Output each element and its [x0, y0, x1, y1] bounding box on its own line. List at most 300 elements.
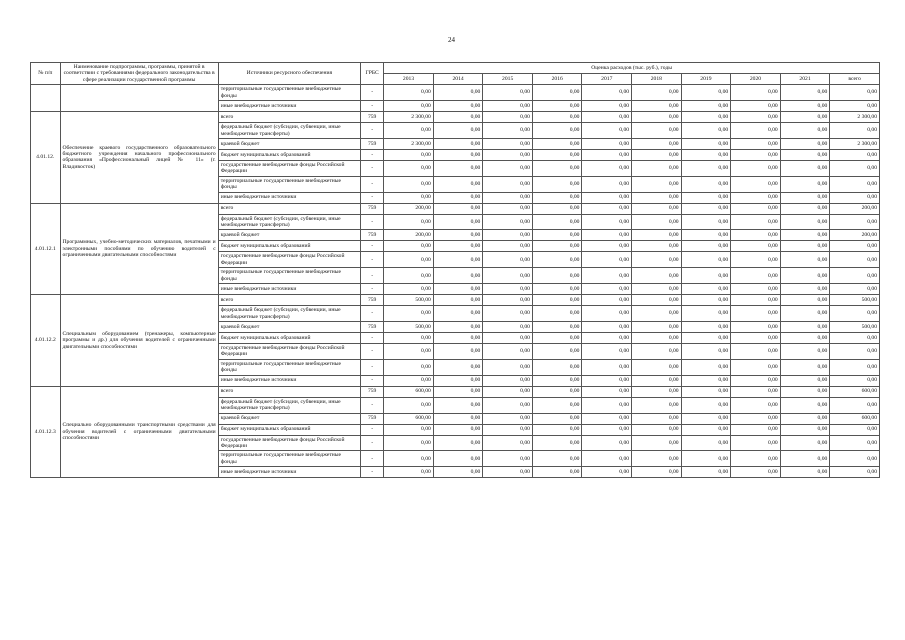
value-cell: 0,00 — [731, 359, 781, 375]
value-cell: 0,00 — [483, 333, 533, 344]
value-cell: 0,00 — [532, 101, 582, 112]
table-row — [31, 112, 880, 123]
value-cell: 0,00 — [433, 203, 483, 214]
value-cell: 0,00 — [384, 85, 434, 101]
source-cell: бюджет муниципальных образований — [218, 241, 360, 252]
value-cell: 0,00 — [582, 467, 632, 478]
value-cell: 0,00 — [780, 451, 830, 467]
source-cell: бюджет муниципальных образований — [218, 424, 360, 435]
table-row — [31, 203, 880, 214]
value-cell: 0,00 — [483, 306, 533, 322]
value-cell: 0,00 — [632, 284, 682, 295]
grbs-cell: - — [361, 306, 384, 322]
source-cell: иные внебюджетные источники — [218, 467, 360, 478]
value-cell: 0,00 — [632, 413, 682, 424]
value-cell: 0,00 — [483, 451, 533, 467]
value-cell: 0,00 — [532, 214, 582, 230]
value-cell: 0,00 — [384, 375, 434, 386]
value-cell: 0,00 — [780, 344, 830, 360]
row-number: 4.01.12.1 — [31, 203, 61, 295]
value-cell: 0,00 — [731, 467, 781, 478]
grbs-cell: 759 — [361, 295, 384, 306]
value-cell: 0,00 — [681, 85, 731, 101]
value-cell: 0,00 — [433, 344, 483, 360]
value-cell: 0,00 — [681, 344, 731, 360]
header-name: Наименование подпрограммы, программы, принятой в соответствии с требованиями федерального законодательства в сфере реализации государственной программы — [60, 63, 218, 85]
value-cell: 0,00 — [731, 268, 781, 284]
total-cell: 0,00 — [830, 467, 880, 478]
value-cell: 0,00 — [582, 203, 632, 214]
value-cell: 0,00 — [731, 386, 781, 397]
value-cell: 0,00 — [681, 467, 731, 478]
value-cell: 0,00 — [632, 85, 682, 101]
value-cell: 0,00 — [483, 176, 533, 192]
table-row — [31, 85, 880, 101]
value-cell: 0,00 — [780, 149, 830, 160]
value-cell: 0,00 — [632, 101, 682, 112]
value-cell: 0,00 — [483, 467, 533, 478]
value-cell: 0,00 — [731, 230, 781, 241]
total-cell: 0,00 — [830, 451, 880, 467]
value-cell: 0,00 — [532, 138, 582, 149]
value-cell: 0,00 — [681, 101, 731, 112]
total-cell: 0,00 — [830, 160, 880, 176]
value-cell: 0,00 — [681, 252, 731, 268]
table-row — [31, 386, 880, 397]
value-cell: 0,00 — [483, 138, 533, 149]
grbs-cell: 759 — [361, 230, 384, 241]
value-cell: 0,00 — [780, 386, 830, 397]
value-cell: 0,00 — [731, 160, 781, 176]
value-cell: 0,00 — [433, 435, 483, 451]
header-year: 2014 — [433, 74, 483, 85]
value-cell: 0,00 — [433, 138, 483, 149]
value-cell: 0,00 — [384, 359, 434, 375]
value-cell: 0,00 — [384, 333, 434, 344]
value-cell: 0,00 — [780, 252, 830, 268]
row-number: 4.01.12. — [31, 112, 61, 204]
value-cell: 0,00 — [384, 101, 434, 112]
value-cell: 0,00 — [681, 375, 731, 386]
value-cell: 0,00 — [632, 252, 682, 268]
total-cell: 200,00 — [830, 230, 880, 241]
header-year: 2021 — [780, 74, 830, 85]
grbs-cell: - — [361, 333, 384, 344]
value-cell: 0,00 — [582, 344, 632, 360]
value-cell: 0,00 — [582, 149, 632, 160]
header-total: всего — [830, 74, 880, 85]
value-cell: 0,00 — [731, 149, 781, 160]
source-cell: иные внебюджетные источники — [218, 284, 360, 295]
value-cell: 0,00 — [632, 176, 682, 192]
value-cell: 0,00 — [483, 268, 533, 284]
total-cell: 500,00 — [830, 295, 880, 306]
total-cell: 0,00 — [830, 192, 880, 203]
value-cell: 0,00 — [780, 306, 830, 322]
value-cell: 0,00 — [582, 176, 632, 192]
source-cell: иные внебюджетные источники — [218, 192, 360, 203]
value-cell: 0,00 — [780, 284, 830, 295]
value-cell: 0,00 — [681, 214, 731, 230]
value-cell: 0,00 — [433, 241, 483, 252]
source-cell: государственные внебюджетные фонды Российской Федерации — [218, 160, 360, 176]
source-cell: федеральный бюджет (субсидии, субвенции, иные межбюджетные трансферты) — [218, 306, 360, 322]
value-cell: 0,00 — [483, 230, 533, 241]
value-cell: 0,00 — [433, 375, 483, 386]
value-cell: 0,00 — [731, 203, 781, 214]
value-cell: 0,00 — [483, 241, 533, 252]
value-cell: 0,00 — [731, 192, 781, 203]
value-cell: 0,00 — [532, 160, 582, 176]
grbs-cell: - — [361, 451, 384, 467]
total-cell: 0,00 — [830, 101, 880, 112]
value-cell: 0,00 — [731, 397, 781, 413]
value-cell: 0,00 — [681, 123, 731, 139]
value-cell: 0,00 — [681, 322, 731, 333]
grbs-cell: - — [361, 214, 384, 230]
value-cell: 0,00 — [632, 333, 682, 344]
value-cell: 0,00 — [582, 359, 632, 375]
value-cell: 0,00 — [632, 149, 682, 160]
value-cell: 500,00 — [384, 322, 434, 333]
value-cell: 0,00 — [483, 424, 533, 435]
item-name: Специальным оборудованием (тренажеры, компьютерные программы и др.) для обучения водителей с ограниченными двигательными способностями — [60, 295, 218, 387]
value-cell: 200,00 — [384, 230, 434, 241]
value-cell: 0,00 — [632, 214, 682, 230]
value-cell: 0,00 — [532, 386, 582, 397]
value-cell: 0,00 — [632, 295, 682, 306]
value-cell: 0,00 — [731, 112, 781, 123]
value-cell: 0,00 — [681, 413, 731, 424]
value-cell: 0,00 — [632, 203, 682, 214]
value-cell: 0,00 — [582, 435, 632, 451]
header-year: 2016 — [532, 74, 582, 85]
total-cell: 0,00 — [830, 375, 880, 386]
source-cell: всего — [218, 112, 360, 123]
value-cell: 0,00 — [433, 386, 483, 397]
value-cell: 0,00 — [384, 149, 434, 160]
value-cell: 0,00 — [532, 344, 582, 360]
total-cell: 0,00 — [830, 176, 880, 192]
value-cell: 0,00 — [632, 322, 682, 333]
value-cell: 0,00 — [582, 322, 632, 333]
value-cell: 0,00 — [780, 112, 830, 123]
value-cell: 0,00 — [780, 85, 830, 101]
item-name: Обеспечение краевого государственного образовательного бюджетного учреждения начального профессионального образования «Профессиональный лицей № 11» (г. Владивосток) — [60, 112, 218, 204]
value-cell: 0,00 — [780, 424, 830, 435]
value-cell: 0,00 — [780, 322, 830, 333]
header-year: 2015 — [483, 74, 533, 85]
total-cell: 0,00 — [830, 306, 880, 322]
value-cell: 0,00 — [780, 333, 830, 344]
value-cell: 0,00 — [483, 149, 533, 160]
grbs-cell: - — [361, 149, 384, 160]
grbs-cell: - — [361, 85, 384, 101]
value-cell: 0,00 — [681, 435, 731, 451]
value-cell: 0,00 — [632, 435, 682, 451]
value-cell: 0,00 — [632, 306, 682, 322]
value-cell: 0,00 — [780, 375, 830, 386]
value-cell: 0,00 — [632, 160, 682, 176]
value-cell: 0,00 — [483, 295, 533, 306]
value-cell: 0,00 — [532, 435, 582, 451]
value-cell: 0,00 — [780, 467, 830, 478]
value-cell: 0,00 — [731, 85, 781, 101]
grbs-cell: - — [361, 344, 384, 360]
value-cell: 0,00 — [532, 268, 582, 284]
value-cell: 0,00 — [681, 386, 731, 397]
value-cell: 0,00 — [780, 435, 830, 451]
value-cell: 0,00 — [532, 85, 582, 101]
value-cell: 0,00 — [532, 123, 582, 139]
value-cell: 0,00 — [632, 451, 682, 467]
value-cell: 0,00 — [632, 230, 682, 241]
value-cell: 0,00 — [681, 397, 731, 413]
value-cell: 0,00 — [681, 138, 731, 149]
value-cell: 0,00 — [632, 359, 682, 375]
total-cell: 0,00 — [830, 241, 880, 252]
value-cell: 0,00 — [433, 214, 483, 230]
grbs-cell: - — [361, 160, 384, 176]
source-cell: территориальные государственные внебюджетные фонды — [218, 176, 360, 192]
source-cell: иные внебюджетные источники — [218, 375, 360, 386]
value-cell: 0,00 — [632, 192, 682, 203]
value-cell: 0,00 — [433, 160, 483, 176]
grbs-cell: - — [361, 123, 384, 139]
grbs-cell: - — [361, 397, 384, 413]
header-year: 2020 — [731, 74, 781, 85]
value-cell: 0,00 — [433, 149, 483, 160]
source-cell: иные внебюджетные источники — [218, 101, 360, 112]
value-cell: 0,00 — [731, 375, 781, 386]
grbs-cell: - — [361, 268, 384, 284]
value-cell: 0,00 — [532, 306, 582, 322]
source-cell: федеральный бюджет (субсидии, субвенции, иные межбюджетные трансферты) — [218, 214, 360, 230]
value-cell: 0,00 — [632, 375, 682, 386]
value-cell: 0,00 — [780, 160, 830, 176]
value-cell: 0,00 — [632, 112, 682, 123]
grbs-cell: 759 — [361, 203, 384, 214]
total-cell: 600,00 — [830, 413, 880, 424]
grbs-cell: - — [361, 192, 384, 203]
value-cell: 0,00 — [731, 344, 781, 360]
value-cell: 0,00 — [582, 268, 632, 284]
value-cell: 600,00 — [384, 413, 434, 424]
value-cell: 0,00 — [582, 284, 632, 295]
value-cell: 0,00 — [632, 241, 682, 252]
source-cell: территориальные государственные внебюджетные фонды — [218, 451, 360, 467]
value-cell: 0,00 — [681, 149, 731, 160]
value-cell: 0,00 — [433, 424, 483, 435]
value-cell: 0,00 — [582, 123, 632, 139]
value-cell: 0,00 — [433, 192, 483, 203]
source-cell: краевой бюджет — [218, 138, 360, 149]
header-year: 2018 — [632, 74, 682, 85]
value-cell: 0,00 — [731, 424, 781, 435]
value-cell: 0,00 — [731, 306, 781, 322]
value-cell: 0,00 — [384, 284, 434, 295]
value-cell: 0,00 — [384, 435, 434, 451]
grbs-cell: 759 — [361, 112, 384, 123]
grbs-cell: - — [361, 359, 384, 375]
row-number: 4.01.12.3 — [31, 386, 61, 478]
total-cell: 0,00 — [830, 397, 880, 413]
value-cell: 0,00 — [632, 467, 682, 478]
value-cell: 0,00 — [632, 397, 682, 413]
value-cell: 600,00 — [384, 386, 434, 397]
page-number: 24 — [448, 36, 455, 44]
value-cell: 0,00 — [582, 375, 632, 386]
total-cell: 600,00 — [830, 386, 880, 397]
value-cell: 0,00 — [582, 295, 632, 306]
value-cell: 0,00 — [780, 123, 830, 139]
grbs-cell: - — [361, 241, 384, 252]
value-cell: 0,00 — [433, 306, 483, 322]
source-cell: всего — [218, 295, 360, 306]
value-cell: 0,00 — [731, 284, 781, 295]
value-cell: 0,00 — [433, 413, 483, 424]
grbs-cell: - — [361, 284, 384, 295]
value-cell: 0,00 — [780, 397, 830, 413]
value-cell: 0,00 — [483, 214, 533, 230]
header-year: 2017 — [582, 74, 632, 85]
value-cell: 0,00 — [780, 295, 830, 306]
value-cell: 0,00 — [582, 413, 632, 424]
header-estimate: Оценка расходов (тыс. руб.), годы — [384, 63, 880, 74]
value-cell: 0,00 — [433, 230, 483, 241]
value-cell: 0,00 — [731, 252, 781, 268]
value-cell: 0,00 — [780, 192, 830, 203]
value-cell: 0,00 — [384, 268, 434, 284]
source-cell: государственные внебюджетные фонды Российской Федерации — [218, 344, 360, 360]
value-cell: 0,00 — [731, 138, 781, 149]
value-cell: 0,00 — [433, 284, 483, 295]
grbs-cell: - — [361, 252, 384, 268]
value-cell: 0,00 — [731, 101, 781, 112]
total-cell: 0,00 — [830, 268, 880, 284]
source-cell: бюджет муниципальных образований — [218, 149, 360, 160]
value-cell: 0,00 — [532, 112, 582, 123]
value-cell: 0,00 — [681, 112, 731, 123]
item-name: Специально оборудованными транспортными средствами для обучения водителей с ограниченными двигательными способностями — [60, 386, 218, 478]
value-cell: 0,00 — [632, 344, 682, 360]
source-cell: бюджет муниципальных образований — [218, 333, 360, 344]
value-cell: 0,00 — [681, 451, 731, 467]
total-cell: 0,00 — [830, 359, 880, 375]
value-cell: 0,00 — [433, 268, 483, 284]
value-cell: 0,00 — [532, 467, 582, 478]
value-cell: 0,00 — [582, 214, 632, 230]
value-cell: 0,00 — [532, 451, 582, 467]
value-cell: 0,00 — [384, 241, 434, 252]
value-cell: 0,00 — [731, 413, 781, 424]
value-cell: 0,00 — [384, 467, 434, 478]
value-cell: 0,00 — [532, 176, 582, 192]
value-cell: 0,00 — [780, 359, 830, 375]
value-cell: 0,00 — [681, 241, 731, 252]
value-cell: 0,00 — [731, 435, 781, 451]
value-cell: 0,00 — [632, 268, 682, 284]
total-cell: 0,00 — [830, 284, 880, 295]
value-cell: 0,00 — [582, 424, 632, 435]
grbs-cell: - — [361, 467, 384, 478]
row-number: 4.01.12.2 — [31, 295, 61, 387]
value-cell: 0,00 — [384, 397, 434, 413]
value-cell: 0,00 — [780, 138, 830, 149]
value-cell: 0,00 — [731, 176, 781, 192]
value-cell: 0,00 — [582, 160, 632, 176]
value-cell: 2 300,00 — [384, 112, 434, 123]
value-cell: 0,00 — [780, 413, 830, 424]
value-cell: 0,00 — [384, 176, 434, 192]
value-cell: 0,00 — [433, 451, 483, 467]
value-cell: 0,00 — [532, 413, 582, 424]
value-cell: 0,00 — [483, 203, 533, 214]
value-cell: 0,00 — [433, 252, 483, 268]
item-name: Программных, учебно-методических материалов, печатными и электронными пособиями по обучению водителей с ограниченными двигательными способностями — [60, 203, 218, 295]
value-cell: 0,00 — [532, 252, 582, 268]
total-cell: 0,00 — [830, 252, 880, 268]
value-cell: 0,00 — [384, 192, 434, 203]
value-cell: 0,00 — [532, 203, 582, 214]
value-cell: 0,00 — [582, 192, 632, 203]
value-cell: 0,00 — [532, 359, 582, 375]
value-cell: 0,00 — [582, 101, 632, 112]
grbs-cell: - — [361, 101, 384, 112]
source-cell: всего — [218, 203, 360, 214]
value-cell: 0,00 — [483, 112, 533, 123]
value-cell: 0,00 — [483, 375, 533, 386]
value-cell: 0,00 — [681, 295, 731, 306]
value-cell: 0,00 — [681, 268, 731, 284]
total-cell: 0,00 — [830, 123, 880, 139]
value-cell: 0,00 — [532, 230, 582, 241]
grbs-cell: - — [361, 435, 384, 451]
total-cell: 500,00 — [830, 322, 880, 333]
value-cell: 0,00 — [632, 424, 682, 435]
value-cell: 0,00 — [433, 333, 483, 344]
value-cell: 0,00 — [582, 451, 632, 467]
value-cell: 0,00 — [483, 192, 533, 203]
total-cell: 0,00 — [830, 214, 880, 230]
total-cell: 200,00 — [830, 203, 880, 214]
value-cell: 0,00 — [532, 149, 582, 160]
source-cell: территориальные государственные внебюджетные фонды — [218, 268, 360, 284]
source-cell: территориальные государственные внебюджетные фонды — [218, 85, 360, 101]
value-cell: 0,00 — [780, 268, 830, 284]
value-cell: 0,00 — [582, 306, 632, 322]
total-cell: 0,00 — [830, 85, 880, 101]
value-cell: 0,00 — [731, 333, 781, 344]
value-cell: 0,00 — [731, 451, 781, 467]
value-cell: 0,00 — [532, 322, 582, 333]
value-cell: 0,00 — [780, 230, 830, 241]
value-cell: 0,00 — [433, 85, 483, 101]
value-cell: 0,00 — [483, 123, 533, 139]
value-cell: 0,00 — [780, 203, 830, 214]
value-cell: 0,00 — [483, 101, 533, 112]
value-cell: 0,00 — [731, 241, 781, 252]
value-cell: 0,00 — [582, 333, 632, 344]
value-cell: 0,00 — [433, 123, 483, 139]
value-cell: 0,00 — [582, 230, 632, 241]
value-cell: 0,00 — [483, 435, 533, 451]
value-cell: 0,00 — [532, 424, 582, 435]
value-cell: 0,00 — [632, 123, 682, 139]
total-cell: 0,00 — [830, 435, 880, 451]
value-cell: 0,00 — [681, 203, 731, 214]
value-cell: 0,00 — [532, 397, 582, 413]
